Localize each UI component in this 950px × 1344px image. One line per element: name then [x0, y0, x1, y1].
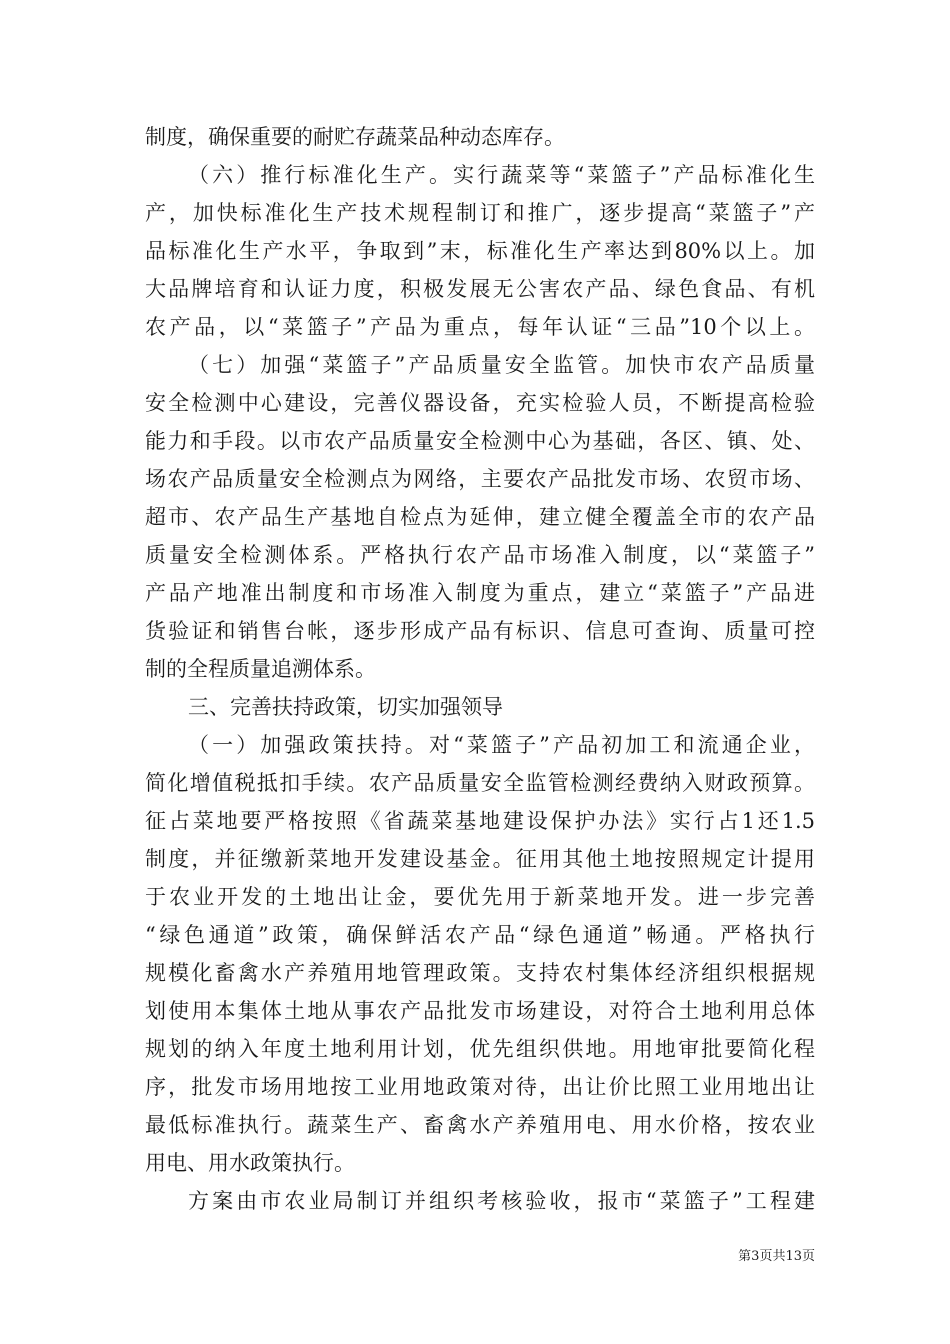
text-line: 安全检测中心建设，完善仪器设备，充实检验人员，不断提高检验 — [145, 391, 815, 415]
text-line: 能力和手段。以市农产品质量安全检测中心为基础，各区、镇、处、 — [145, 429, 815, 453]
text-line: 场农产品质量安全检测点为网络，主要农产品批发市场、农贸市场、 — [145, 467, 815, 491]
text-line: 制的全程质量追溯体系。 — [145, 657, 376, 681]
text-line: 划使用本集体土地从事农产品批发市场建设，对符合土地利用总体 — [145, 999, 815, 1023]
text-line: 产，加快标准化生产技术规程制订和推广，逐步提高“菜篮子”产 — [145, 201, 815, 225]
text-line: 制度，确保重要的耐贮存蔬菜品种动态库存。 — [145, 125, 565, 149]
text-line: 规划的纳入年度土地利用计划，优先组织供地。用地审批要简化程 — [145, 1037, 815, 1061]
text-line: 品标准化生产水平，争取到”末，标准化生产率达到80%以上。加 — [145, 239, 815, 263]
text-line: 制度，并征缴新菜地开发建设基金。征用其他土地按照规定计提用 — [145, 847, 815, 871]
text-line: “绿色通道”政策，确保鲜活农产品“绿色通道”畅通。严格执行 — [145, 923, 815, 947]
text-line: 用电、用水政策执行。 — [145, 1151, 355, 1175]
text-line: 超市、农产品生产基地自检点为延伸，建立健全覆盖全市的农产品 — [145, 505, 815, 529]
text-line: 货验证和销售台帐，逐步形成产品有标识、信息可查询、质量可控 — [145, 619, 815, 643]
text-line: 于农业开发的土地出让金，要优先用于新菜地开发。进一步完善 — [145, 885, 815, 909]
section-heading: 三、完善扶持政策，切实加强领导 — [188, 695, 503, 719]
text-line: 规模化畜禽水产养殖用地管理政策。支持农村集体经济组织根据规 — [145, 961, 815, 985]
text-line: （六）推行标准化生产。实行蔬菜等“菜篮子”产品标准化生 — [188, 163, 815, 187]
text-line: 简化增值税抵扣手续。农产品质量安全监管检测经费纳入财政预算。 — [145, 771, 815, 795]
text-line: （一）加强政策扶持。对“菜篮子”产品初加工和流通企业， — [188, 733, 815, 757]
text-line: 产品产地准出制度和市场准入制度为重点，建立“菜篮子”产品进 — [145, 581, 815, 605]
text-line: 农产品，以“菜篮子”产品为重点，每年认证“三品”10个以上。 — [145, 315, 815, 339]
text-line: （七）加强“菜篮子”产品质量安全监管。加快市农产品质量 — [188, 353, 815, 377]
text-line: 最低标准执行。蔬菜生产、畜禽水产养殖用电、用水价格，按农业 — [145, 1113, 815, 1137]
page-number: 第3页共13页 — [738, 1249, 815, 1264]
text-line: 方案由市农业局制订并组织考核验收，报市“菜篮子”工程建 — [188, 1189, 815, 1213]
text-line: 序，批发市场用地按工业用地政策对待，出让价比照工业用地出让 — [145, 1075, 815, 1099]
text-line: 征占菜地要严格按照《省蔬菜基地建设保护办法》实行占1还1.5 — [145, 809, 815, 833]
text-line: 大品牌培育和认证力度，积极发展无公害农产品、绿色食品、有机 — [145, 277, 815, 301]
text-line: 质量安全检测体系。严格执行农产品市场准入制度，以“菜篮子” — [145, 543, 815, 567]
